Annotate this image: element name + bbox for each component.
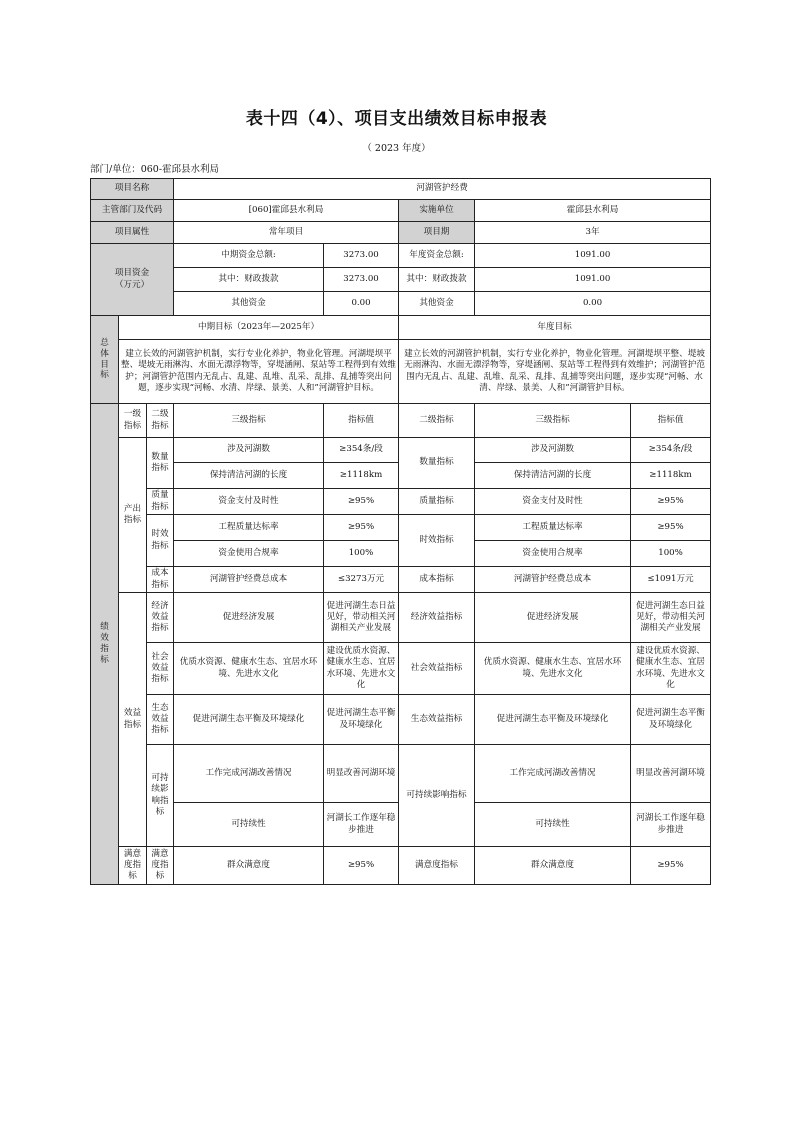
econ-value: 促进河湖生态日益见好，带动相关河湖相关产业发展	[324, 593, 399, 643]
time2-value-r: 100%	[631, 541, 711, 567]
indicators-label: 绩 效 指 标	[91, 404, 119, 885]
qty-label-r: 数量指标	[399, 438, 475, 489]
econ-value-r: 促进河湖生态日益见好，带动相关河湖相关产业发展	[631, 593, 711, 643]
qty1-value-r: ≥354条/段	[631, 438, 711, 463]
sustain-label: 可持 续影 响指 标	[147, 745, 174, 847]
social-label-r: 社会效益指标	[399, 643, 475, 695]
sustain-label-r: 可持续影响指标	[399, 745, 475, 847]
col-level2-r: 二级指标	[399, 404, 475, 438]
econ-label-r: 经济效益指标	[399, 593, 475, 643]
qty2-name: 保持清洁河湖的长度	[174, 463, 324, 489]
sus2-name: 可持续性	[174, 803, 324, 847]
quality-label-r: 质量指标	[399, 489, 475, 515]
eco-value: 促进河湖生态平衡及环境绿化	[324, 695, 399, 745]
mid-other-value: 0.00	[324, 292, 399, 316]
sus1-name: 工作完成河湖改善情况	[174, 745, 324, 803]
year-total-value: 1091.00	[475, 244, 711, 268]
sus2-name-r: 可持续性	[475, 803, 631, 847]
cost-name-r: 河湖管护经费总成本	[475, 567, 631, 593]
quality-value-r: ≥95%	[631, 489, 711, 515]
sat-value: ≥95%	[324, 847, 399, 885]
sat-name-r: 群众满意度	[475, 847, 631, 885]
col-level2: 二级 指标	[147, 404, 174, 438]
social-value: 建设优质水资源、健康水生态、宜居水环境、先进水文化	[324, 643, 399, 695]
impl-value: 霍邱县水利局	[475, 200, 711, 222]
time1-value-r: ≥95%	[631, 515, 711, 541]
qty1-value: ≥354条/段	[324, 438, 399, 463]
col-value-r: 指标值	[631, 404, 711, 438]
col-level3-r: 三级指标	[475, 404, 631, 438]
qty2-value: ≥1118km	[324, 463, 399, 489]
year-goal-header: 年度目标	[399, 316, 711, 340]
qty1-name-r: 涉及河湖数	[475, 438, 631, 463]
time-label-r: 时效指标	[399, 515, 475, 567]
qty2-value-r: ≥1118km	[631, 463, 711, 489]
sus2-value: 河湖长工作逐年稳步推进	[324, 803, 399, 847]
econ-name: 促进经济发展	[174, 593, 324, 643]
goals-label: 总 体 目 标	[91, 316, 119, 404]
sat-name: 群众满意度	[174, 847, 324, 885]
col-level1: 一级 指标	[119, 404, 147, 438]
social-name: 优质水资源、健康水生态、宜居水环境、先进水文化	[174, 643, 324, 695]
social-label: 社会 效益 指标	[147, 643, 174, 695]
time1-name: 工程质量达标率	[174, 515, 324, 541]
period-value: 3年	[475, 222, 711, 244]
quality-name: 资金支付及时性	[174, 489, 324, 515]
time1-name-r: 工程质量达标率	[475, 515, 631, 541]
time-label: 时效 指标	[147, 515, 174, 567]
dept-label: 主管部门及代码	[91, 200, 174, 222]
output-label: 产出 指标	[119, 438, 147, 593]
qty2-name-r: 保持清洁河湖的长度	[475, 463, 631, 489]
mid-total-value: 3273.00	[324, 244, 399, 268]
project-name-value: 河湖管护经费	[174, 179, 711, 200]
mid-fiscal-value: 3273.00	[324, 268, 399, 292]
attr-label: 项目属性	[91, 222, 174, 244]
project-name-label: 项目名称	[91, 179, 174, 200]
cost-value-r: ≤1091万元	[631, 567, 711, 593]
impl-label: 实施单位	[399, 200, 475, 222]
col-level3: 三级指标	[174, 404, 324, 438]
mid-fiscal-label: 其中：财政拨款	[174, 268, 324, 292]
time2-name-r: 资金使用合规率	[475, 541, 631, 567]
time2-name: 资金使用合规率	[174, 541, 324, 567]
sus1-value-r: 明显改善河湖环境	[631, 745, 711, 803]
year-fiscal-label: 其中：财政拨款	[399, 268, 475, 292]
cost-label: 成本 指标	[147, 567, 174, 593]
satisfaction-label: 满意 度指 标	[119, 847, 147, 885]
mid-other-label: 其他资金	[174, 292, 324, 316]
sat-label-r: 满意度指标	[399, 847, 475, 885]
year-goal-text: 建立长效的河湖管护机制，实行专业化养护，物业化管理。河湖堤坝平整、堤坡无雨淋沟、水面无漂浮物等，穿堤涵闸、泵站等工程得到有效维护；河湖管护范围内无乱占、乱建、乱堆、乱采、乱排、乱捕等突出问题，逐步实现“河畅、水清、岸绿、景美、人和”河湖管护目标。	[399, 340, 711, 404]
quality-name-r: 资金支付及时性	[475, 489, 631, 515]
year-total-label: 年度资金总额:	[399, 244, 475, 268]
econ-name-r: 促进经济发展	[475, 593, 631, 643]
sat-label: 满意 度指 标	[147, 847, 174, 885]
eco-label: 生态 效益 指标	[147, 695, 174, 745]
cost-value: ≤3273万元	[324, 567, 399, 593]
mid-goal-header: 中期目标（2023年—2025年）	[119, 316, 399, 340]
funds-label: 项目资金 （万元）	[91, 244, 174, 316]
eco-label-r: 生态效益指标	[399, 695, 475, 745]
eco-name-r: 促进河湖生态平衡及环境绿化	[475, 695, 631, 745]
social-value-r: 建设优质水资源、健康水生态、宜居水环境、先进水文化	[631, 643, 711, 695]
quality-value: ≥95%	[324, 489, 399, 515]
unit-line: 部门/单位：060-霍邱县水利局	[90, 164, 220, 175]
cost-name: 河湖管护经费总成本	[174, 567, 324, 593]
sus1-name-r: 工作完成河湖改善情况	[475, 745, 631, 803]
year-other-value: 0.00	[475, 292, 711, 316]
mid-goal-text: 建立长效的河湖管护机制，实行专业化养护，物业化管理。河湖堤坝平整、堤坡无雨淋沟、水面无漂浮物等，穿堤涵闸、泵站等工程得到有效维护；河湖管护范围内无乱占、乱建、乱堆、乱采、乱排、乱捕等突出问题，逐步实现“河畅、水清、岸绿、景美、人和”河湖管护目标。	[119, 340, 399, 404]
sus1-value: 明显改善河湖环境	[324, 745, 399, 803]
dept-value: [060]霍邱县水利局	[174, 200, 399, 222]
qty1-name: 涉及河湖数	[174, 438, 324, 463]
time1-value: ≥95%	[324, 515, 399, 541]
sus2-value-r: 河湖长工作逐年稳步推进	[631, 803, 711, 847]
eco-name: 促进河湖生态平衡及环境绿化	[174, 695, 324, 745]
qty-label: 数量 指标	[147, 438, 174, 489]
econ-label: 经济 效益 指标	[147, 593, 174, 643]
eco-value-r: 促进河湖生态平衡及环境绿化	[631, 695, 711, 745]
year-fiscal-value: 1091.00	[475, 268, 711, 292]
mid-total-label: 中期资金总额:	[174, 244, 324, 268]
sat-value-r: ≥95%	[631, 847, 711, 885]
cost-label-r: 成本指标	[399, 567, 475, 593]
performance-table	[90, 178, 711, 885]
benefit-label: 效益 指标	[119, 593, 147, 847]
col-value: 指标值	[324, 404, 399, 438]
year-line: （ 2023 年度）	[362, 143, 431, 154]
social-name-r: 优质水资源、健康水生态、宜居水环境、先进水文化	[475, 643, 631, 695]
time2-value: 100%	[324, 541, 399, 567]
period-label: 项目期	[399, 222, 475, 244]
attr-value: 常年项目	[174, 222, 399, 244]
page-title: 表十四（4）、项目支出绩效目标申报表	[245, 109, 548, 129]
quality-label: 质量 指标	[147, 489, 174, 515]
year-other-label: 其他资金	[399, 292, 475, 316]
